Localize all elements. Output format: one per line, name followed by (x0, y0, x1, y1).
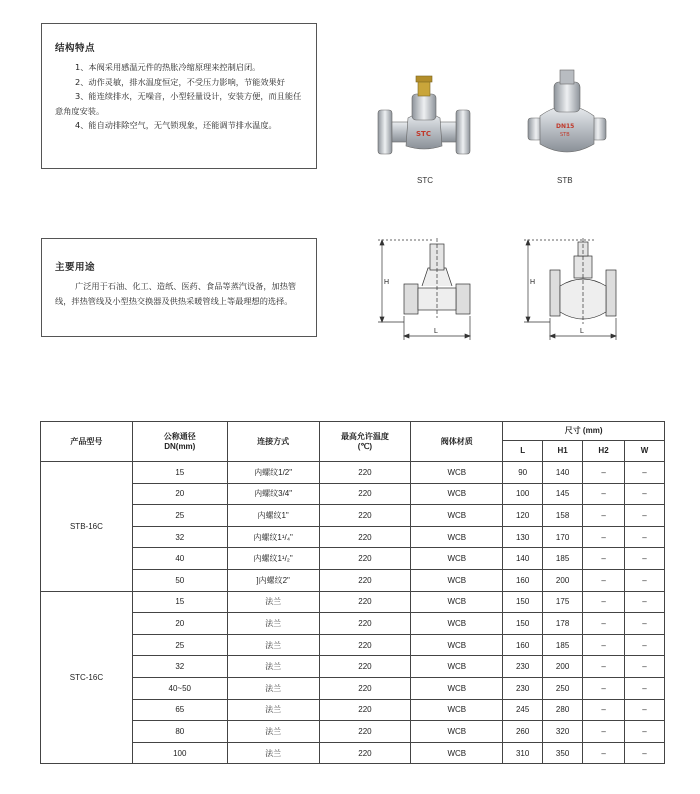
mat-cell: WCB (411, 591, 503, 613)
conn-cell: 法兰 (227, 742, 319, 764)
temp-cell: 220 (319, 634, 411, 656)
l-cell: 130 (503, 526, 543, 548)
dn-cell: 25 (132, 505, 227, 527)
svg-text:DN15: DN15 (556, 123, 575, 130)
conn-cell: 内螺纹1/2" (227, 462, 319, 484)
mat-cell: WCB (411, 699, 503, 721)
mat-cell: WCB (411, 742, 503, 764)
dn-cell: 25 (132, 634, 227, 656)
features-box (41, 23, 317, 169)
h2-cell: – (583, 699, 625, 721)
mat-cell: WCB (411, 462, 503, 484)
stc-caption: STC (417, 176, 433, 185)
h2-cell: – (583, 526, 625, 548)
h2-cell: – (583, 677, 625, 699)
conn-cell: 法兰 (227, 634, 319, 656)
h1-cell: 280 (543, 699, 583, 721)
mat-cell: WCB (411, 656, 503, 678)
svg-text:STC: STC (416, 130, 431, 138)
l-cell: 230 (503, 656, 543, 678)
model-cell: STC-16C (41, 591, 133, 764)
table-row (41, 656, 665, 678)
table-row (41, 569, 665, 591)
h1-cell: 178 (543, 613, 583, 635)
w-cell: – (625, 591, 665, 613)
mat-cell: WCB (411, 548, 503, 570)
conn-cell: 内螺纹1¹/₂" (227, 548, 319, 570)
l-cell: 150 (503, 591, 543, 613)
stb-valve-image (526, 66, 608, 164)
mat-cell: WCB (411, 677, 503, 699)
l-cell: 160 (503, 569, 543, 591)
dn-cell: 20 (132, 483, 227, 505)
w-cell: – (625, 634, 665, 656)
conn-cell: 法兰 (227, 677, 319, 699)
h2-cell: – (583, 483, 625, 505)
h1-cell: 185 (543, 634, 583, 656)
table-row (41, 634, 665, 656)
h2-cell: – (583, 613, 625, 635)
temp-cell: 220 (319, 677, 411, 699)
h1-cell: 350 (543, 742, 583, 764)
h1-cell: 250 (543, 677, 583, 699)
conn-cell: 法兰 (227, 613, 319, 635)
temp-cell: 220 (319, 483, 411, 505)
conn-cell: 法兰 (227, 721, 319, 743)
stc-dimension-drawing (374, 236, 480, 348)
temp-cell: 220 (319, 462, 411, 484)
h1-cell: 185 (543, 548, 583, 570)
dn-cell: 100 (132, 742, 227, 764)
usage-box (41, 238, 317, 337)
feature-item: 1、本阀采用感温元件的热胀冷缩原理来控制启闭。 (75, 62, 261, 72)
conn-cell: 法兰 (227, 656, 319, 678)
temp-cell: 220 (319, 613, 411, 635)
l-label: L (434, 328, 438, 335)
dn-cell: 50 (132, 569, 227, 591)
w-cell: – (625, 677, 665, 699)
mat-cell: WCB (411, 634, 503, 656)
conn-cell: ]内螺纹2" (227, 569, 319, 591)
features-title: 结构特点 (55, 43, 96, 54)
dn-cell: 32 (132, 526, 227, 548)
h2-cell: – (583, 505, 625, 527)
header-connection: 连接方式 (227, 422, 319, 462)
w-cell: – (625, 462, 665, 484)
w-cell: – (625, 505, 665, 527)
header-material: 阀体材质 (411, 422, 503, 462)
usage-text: 广泛用于石油、化工、造纸、医药、食品等蒸汽设备，加热管线，拌热管线及小型热交换器及供热采暖管线上等最理想的选择。 (55, 281, 297, 306)
conn-cell: 法兰 (227, 591, 319, 613)
w-cell: – (625, 483, 665, 505)
mat-cell: WCB (411, 483, 503, 505)
table-row (41, 462, 665, 484)
h1-cell: 170 (543, 526, 583, 548)
temp-cell: 220 (319, 526, 411, 548)
dn-cell: 32 (132, 656, 227, 678)
header-l: L (503, 441, 543, 462)
temp-cell: 220 (319, 591, 411, 613)
w-cell: – (625, 526, 665, 548)
mat-cell: WCB (411, 569, 503, 591)
h1-cell: 175 (543, 591, 583, 613)
w-cell: – (625, 613, 665, 635)
l-cell: 230 (503, 677, 543, 699)
h2-cell: – (583, 548, 625, 570)
h1-cell: 200 (543, 569, 583, 591)
h1-cell: 140 (543, 462, 583, 484)
table-row (41, 591, 665, 613)
table-row (41, 721, 665, 743)
l-cell: 140 (503, 548, 543, 570)
table-row (41, 613, 665, 635)
feature-item: 2、动作灵敏，排水温度恒定，不受压力影响，节能效果好 (75, 76, 285, 87)
stb-dimension-drawing (514, 236, 620, 348)
table-row (41, 699, 665, 721)
conn-cell: 内螺纹1" (227, 505, 319, 527)
mat-cell: WCB (411, 613, 503, 635)
dn-cell: 40~50 (132, 677, 227, 699)
h1-cell: 145 (543, 483, 583, 505)
temp-cell: 220 (319, 505, 411, 527)
temp-cell: 220 (319, 569, 411, 591)
w-cell: – (625, 699, 665, 721)
table-row (41, 742, 665, 764)
temp-cell: 220 (319, 548, 411, 570)
svg-text:STB: STB (560, 132, 570, 138)
model-cell: STB-16C (41, 462, 133, 592)
h2-cell: – (583, 656, 625, 678)
feature-item: 3、能连续排水，无噪音，小型轻量设计，安装方便，而且能任意角度安装。 (55, 91, 302, 116)
w-cell: – (625, 742, 665, 764)
table-row (41, 677, 665, 699)
header-model: 产品型号 (41, 422, 133, 462)
table-row (41, 526, 665, 548)
h2-cell: – (583, 462, 625, 484)
header-dn: 公称通径 DN(mm) (132, 422, 227, 462)
h2-cell: – (583, 742, 625, 764)
stc-valve-image (372, 72, 476, 166)
header-h2: H2 (583, 441, 625, 462)
h-label-2: H (530, 279, 536, 286)
stb-caption: STB (557, 176, 573, 185)
mat-cell: WCB (411, 526, 503, 548)
header-w: W (625, 441, 665, 462)
temp-cell: 220 (319, 656, 411, 678)
table-row (41, 548, 665, 570)
l-cell: 100 (503, 483, 543, 505)
w-cell: – (625, 569, 665, 591)
feature-item: 4、能自动排除空气，无气锁现象，还能调节排水温度。 (75, 120, 277, 130)
conn-cell: 内螺纹3/4" (227, 483, 319, 505)
l-cell: 245 (503, 699, 543, 721)
h1-cell: 320 (543, 721, 583, 743)
dn-cell: 65 (132, 699, 227, 721)
w-cell: – (625, 548, 665, 570)
mat-cell: WCB (411, 721, 503, 743)
w-cell: – (625, 656, 665, 678)
temp-cell: 220 (319, 699, 411, 721)
l-cell: 120 (503, 505, 543, 527)
h1-cell: 200 (543, 656, 583, 678)
l-label-2: L (580, 328, 584, 335)
temp-cell: 220 (319, 721, 411, 743)
header-dims: 尺寸 (mm) (503, 422, 665, 441)
h2-cell: – (583, 569, 625, 591)
h2-cell: – (583, 721, 625, 743)
h-label: H (384, 279, 390, 286)
h1-cell: 158 (543, 505, 583, 527)
conn-cell: 法兰 (227, 699, 319, 721)
temp-cell: 220 (319, 742, 411, 764)
mat-cell: WCB (411, 505, 503, 527)
w-cell: – (625, 721, 665, 743)
dn-cell: 80 (132, 721, 227, 743)
usage-title: 主要用途 (55, 262, 96, 273)
spec-table (40, 421, 665, 764)
l-cell: 90 (503, 462, 543, 484)
table-row (41, 505, 665, 527)
l-cell: 150 (503, 613, 543, 635)
conn-cell: 内螺纹1¹/₄" (227, 526, 319, 548)
dn-cell: 15 (132, 462, 227, 484)
l-cell: 260 (503, 721, 543, 743)
dn-cell: 15 (132, 591, 227, 613)
dn-cell: 20 (132, 613, 227, 635)
h2-cell: – (583, 591, 625, 613)
h2-cell: – (583, 634, 625, 656)
header-temp: 最高允许温度 (℃) (319, 422, 411, 462)
table-row (41, 483, 665, 505)
l-cell: 160 (503, 634, 543, 656)
header-h1: H1 (543, 441, 583, 462)
dn-cell: 40 (132, 548, 227, 570)
l-cell: 310 (503, 742, 543, 764)
